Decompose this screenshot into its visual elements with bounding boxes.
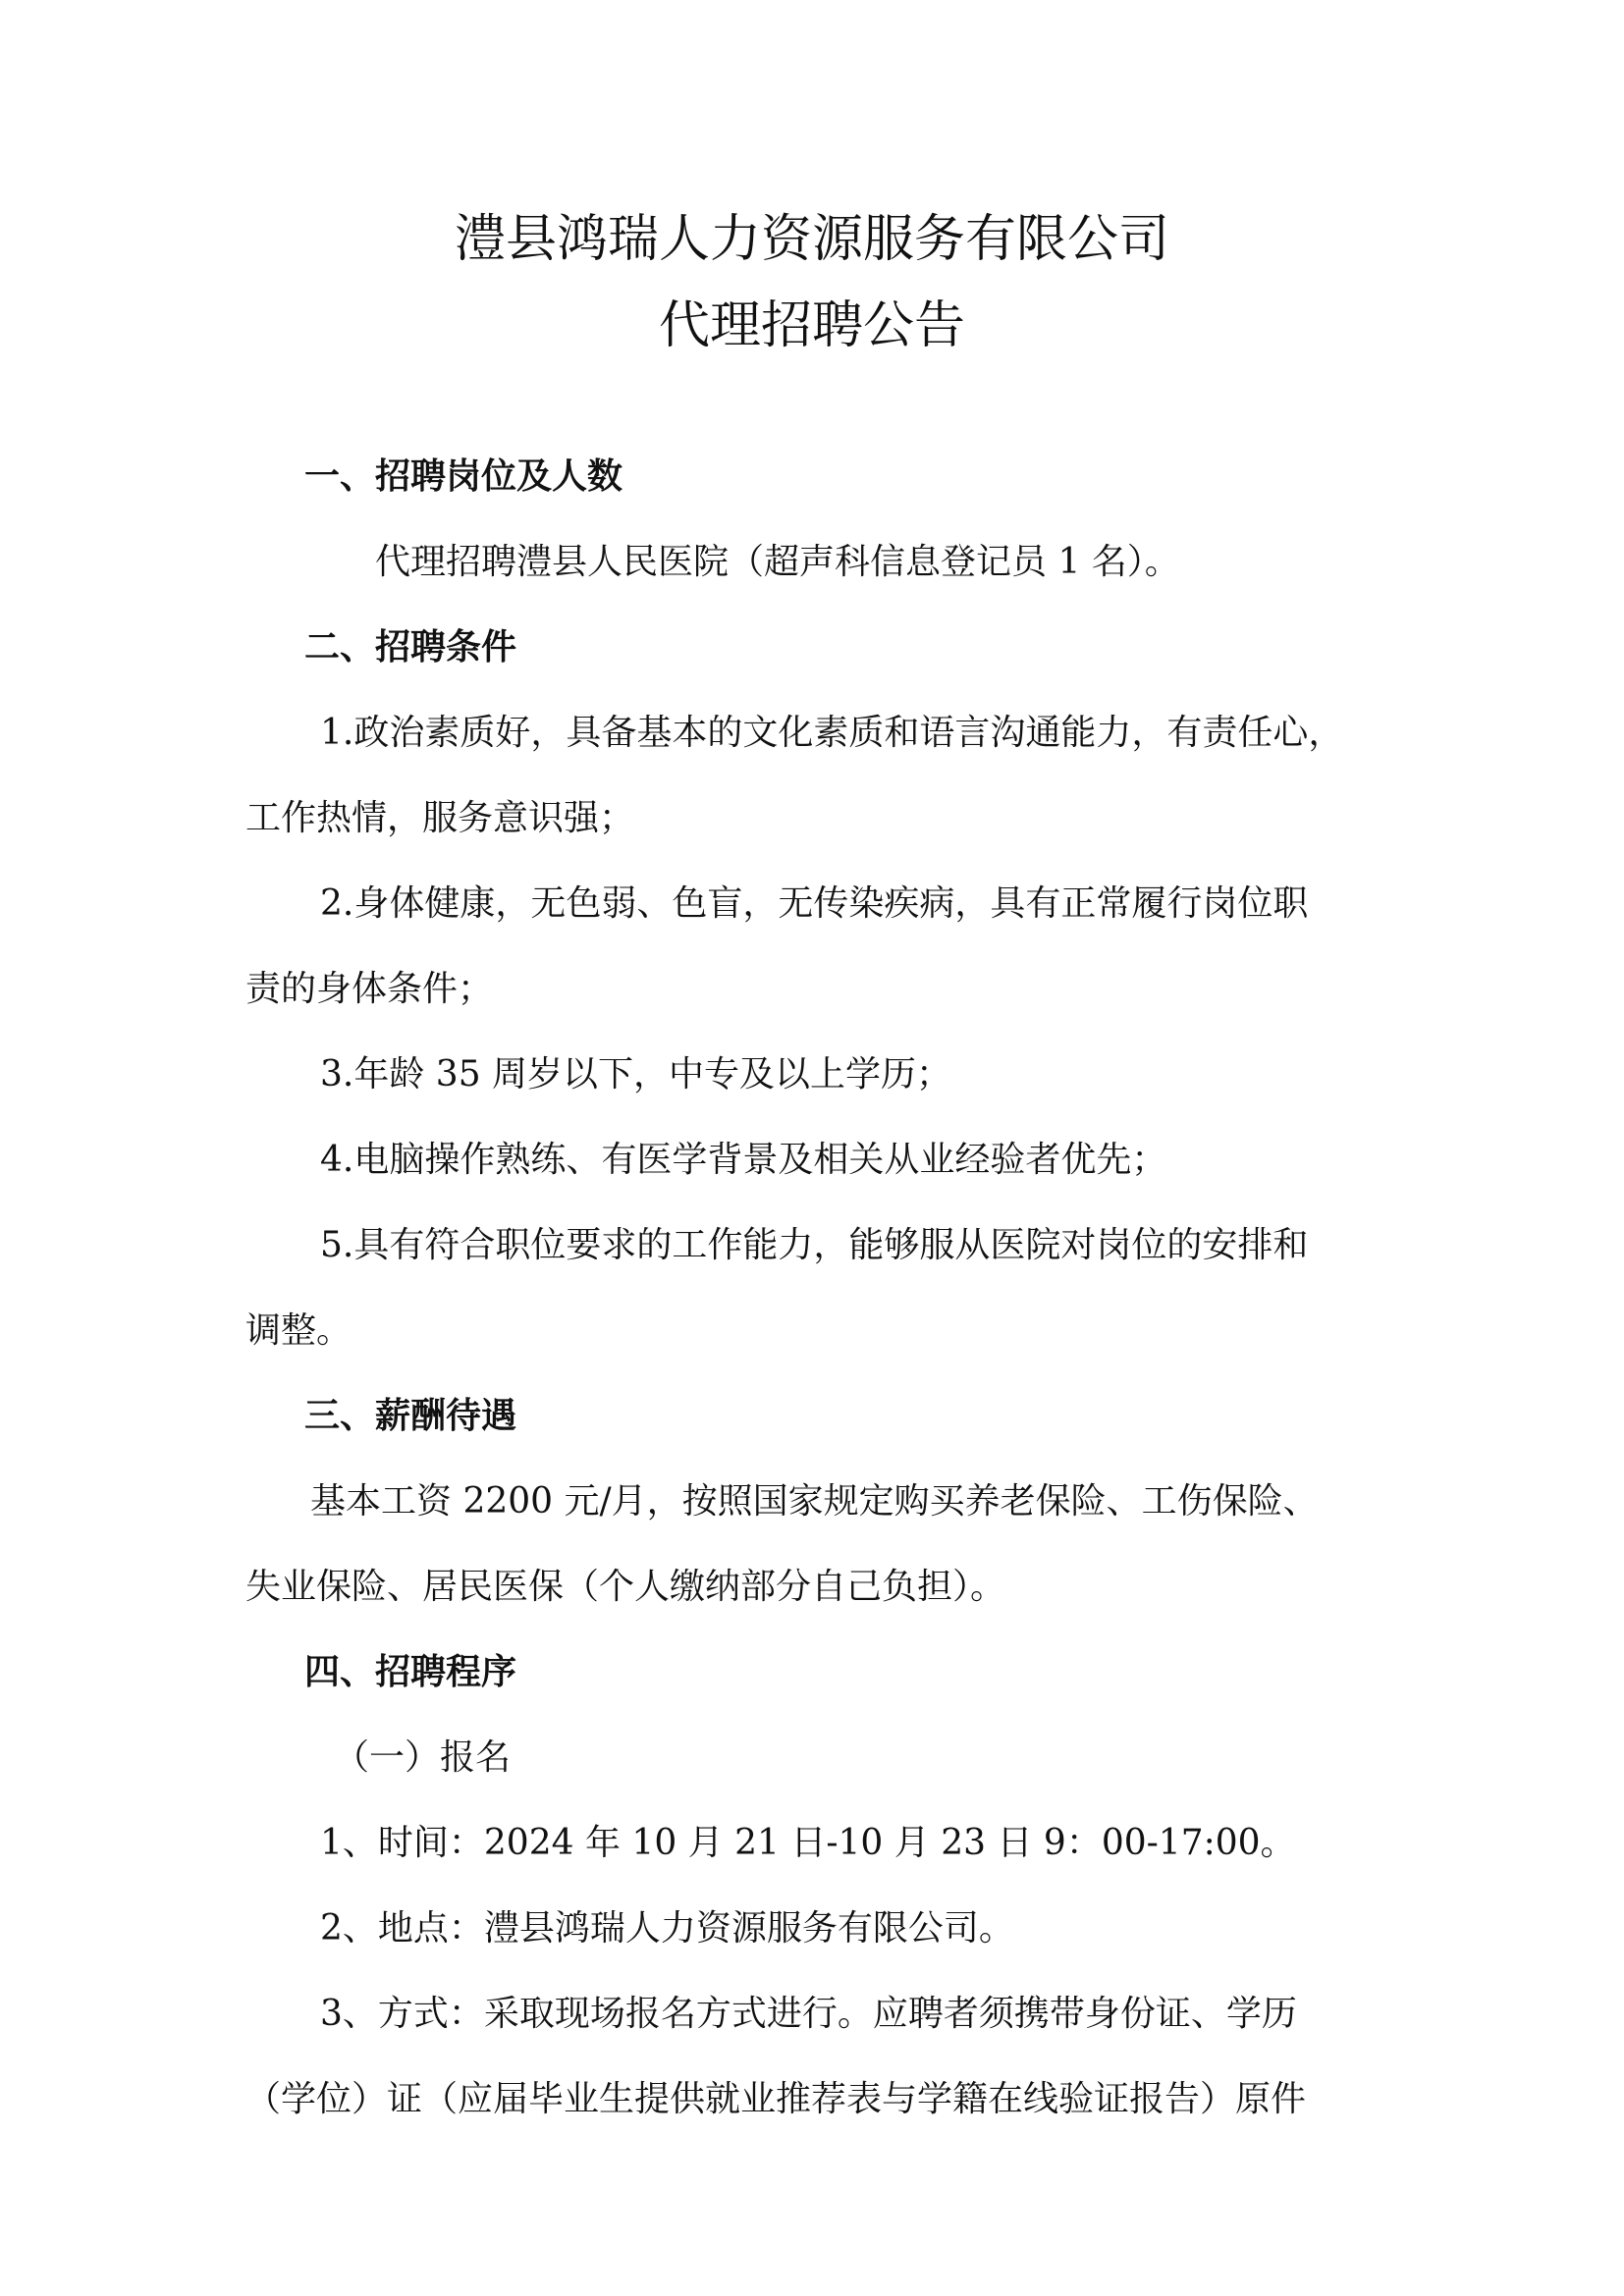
requirement-4: 4.电脑操作熟练、有医学背景及相关从业经验者优先； (320, 1140, 1167, 1180)
requirement-5-line2: 调整。 (245, 1310, 352, 1351)
registration-time: 1、时间：2024 年 10 月 21 日-10 月 23 日 9：00-17:00。 (320, 1823, 1296, 1863)
requirement-2-line2: 责的身体条件； (245, 969, 494, 1009)
document-title-line2: 代理招聘公告 (658, 296, 965, 355)
section-heading-requirements: 二、招聘条件 (304, 627, 517, 667)
section-heading-salary: 三、薪酬待遇 (304, 1396, 517, 1436)
positions-text: 代理招聘澧县人民医院（超声科信息登记员 1 名）。 (375, 542, 1180, 582)
document-title-line1: 澧县鸿瑞人力资源服务有限公司 (454, 210, 1169, 269)
salary-text-line2: 失业保险、居民医保（个人缴纳部分自己负担）。 (245, 1567, 1006, 1607)
requirement-1-line1: 1.政治素质好，具备基本的文化素质和语言沟通能力，有责任心， (320, 713, 1344, 753)
registration-method-line2: （学位）证（应届毕业生提供就业推荐表与学籍在线验证报告）原件 (245, 2079, 1307, 2119)
registration-location: 2、地点：澧县鸿瑞人力资源服务有限公司。 (320, 1908, 1014, 1949)
salary-text-line1: 基本工资 2200 元/月，按照国家规定购买养老保险、工伤保险、 (310, 1481, 1319, 1522)
requirement-2-line1: 2.身体健康，无色弱、色盲，无传染疾病，具有正常履行岗位职 (320, 883, 1309, 924)
section-heading-procedure: 四、招聘程序 (304, 1652, 517, 1692)
procedure-subheading-registration: （一）报名 (334, 1737, 512, 1778)
requirement-3: 3.年龄 35 周岁以下，中专及以上学历； (320, 1054, 952, 1095)
requirement-1-line2: 工作热情，服务意识强； (245, 798, 635, 838)
section-heading-positions: 一、招聘岗位及人数 (304, 456, 623, 497)
requirement-5-line1: 5.具有符合职位要求的工作能力，能够服从医院对岗位的安排和 (320, 1225, 1309, 1265)
registration-method-line1: 3、方式：采取现场报名方式进行。应聘者须携带身份证、学历 (320, 1994, 1297, 2034)
